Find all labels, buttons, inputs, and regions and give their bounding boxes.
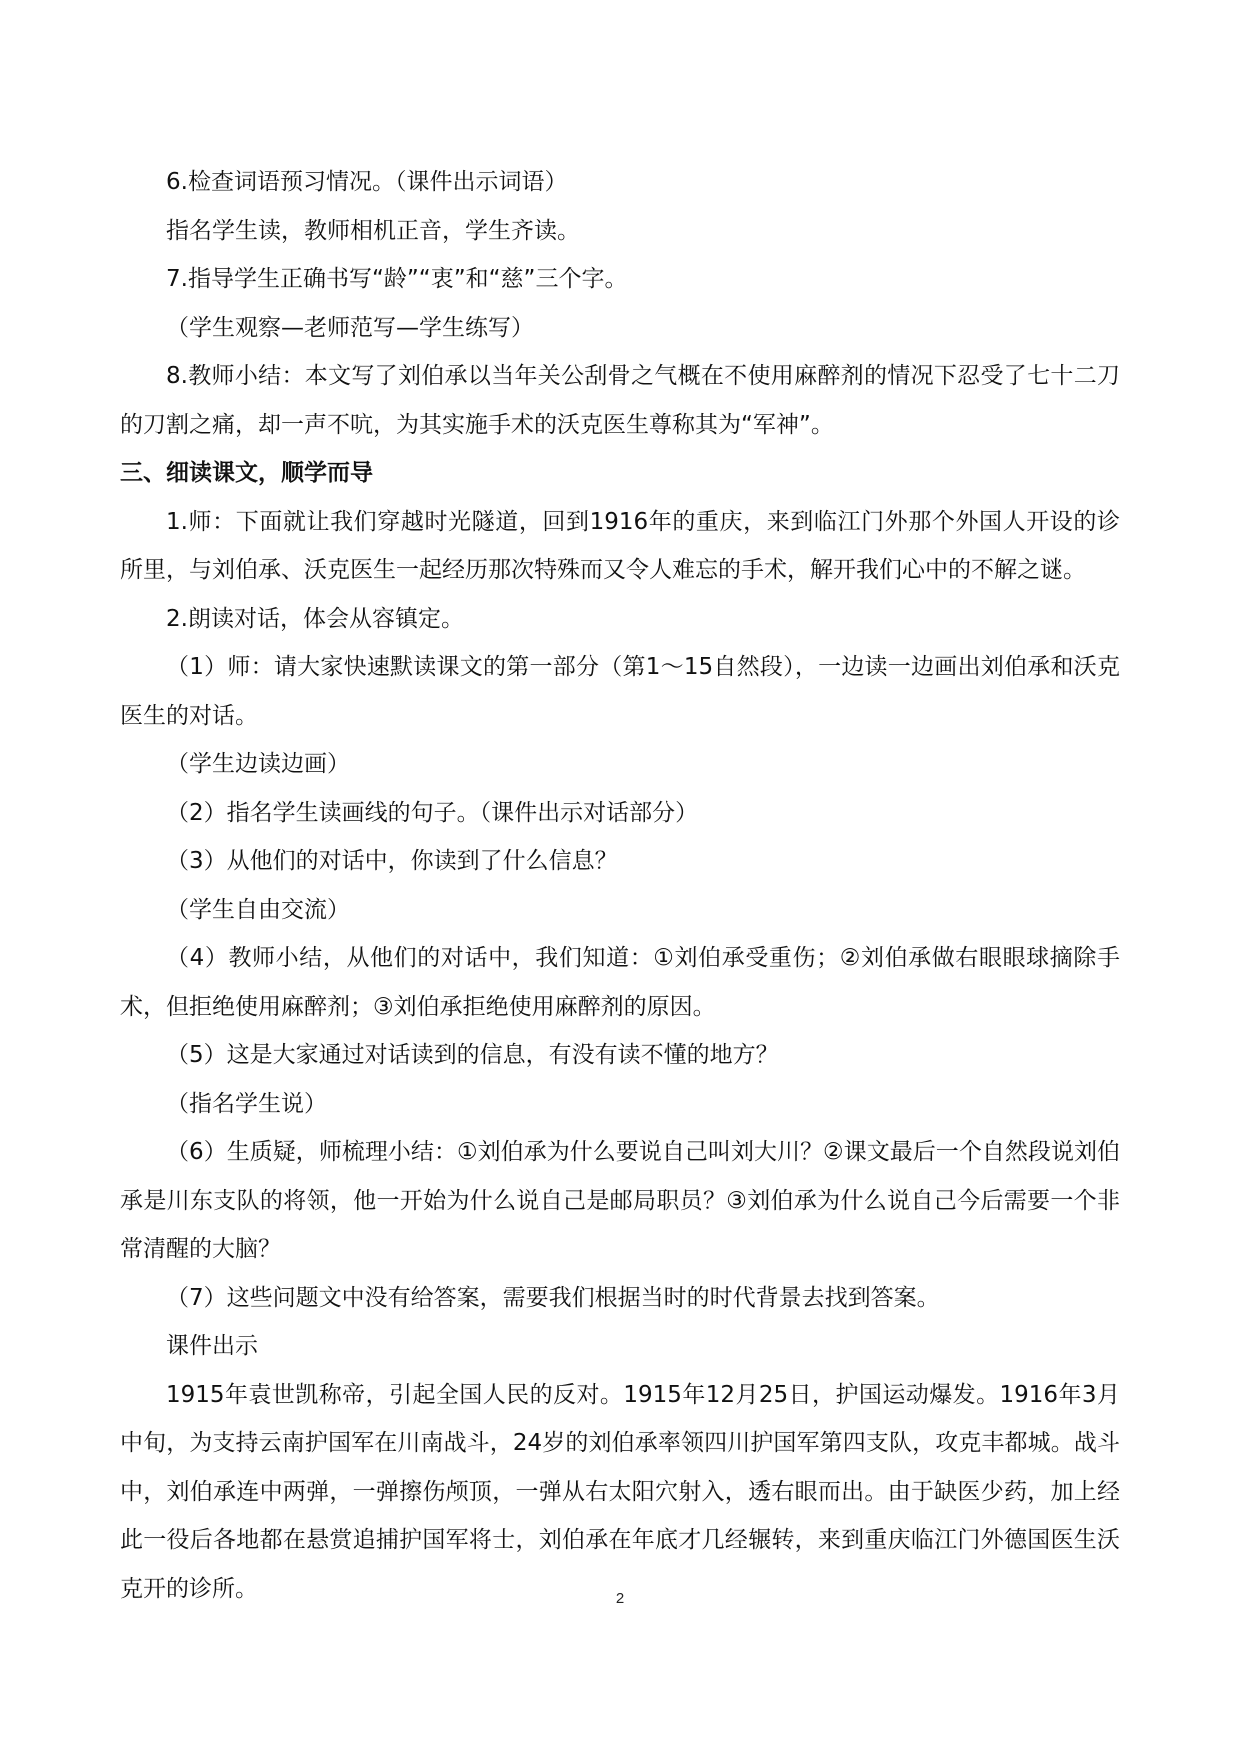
paragraph: 6.检查词语预习情况。（课件出示词语）: [166, 169, 568, 195]
paragraph: （5）这是大家通过对话读到的信息，有没有读不懂的地方？: [166, 1042, 779, 1068]
paragraph: （6）生质疑，师梳理小结：①刘伯承为什么要说自己叫刘大川？②课文最后一个自然段说刘伯承是川东支队的将领，他一开始为什么说自己是邮局职员？③刘伯承为什么说自己今后需要一个非常清醒的大脑？: [120, 1139, 1120, 1262]
paragraph: （指名学生说）: [166, 1090, 327, 1117]
paragraph: （1）师：请大家快速默读课文的第一部分（第1～15自然段），一边读一边画出刘伯承和沃克医生的对话。: [120, 654, 1120, 729]
paragraph: 7.指导学生正确书写“龄”“衷”和“慈”三个字。: [166, 266, 628, 292]
page-number: 2: [615, 1590, 625, 1607]
paragraph: 8.教师小结：本文写了刘伯承以当年关公刮骨之气概在不使用麻醉剂的情况下忍受了七十二刀的刀割之痛，却一声不吭，为其实施手术的沃克医生尊称其为“军神”。: [120, 363, 1120, 438]
paragraph: 2.朗读对话，体会从容镇定。: [166, 605, 464, 632]
paragraph: （学生观察—老师范写—学生练写）: [166, 314, 534, 341]
paragraph: （2）指名学生读画线的句子。（课件出示对话部分）: [166, 799, 699, 826]
paragraph: （学生边读边画）: [166, 751, 350, 777]
paragraph: 1.师：下面就让我们穿越时光隧道，回到1916年的重庆，来到临江门外那个外国人开设的诊所里，与刘伯承、沃克医生一起经历那次特殊而又令人难忘的手术，解开我们心中的不解之谜。: [120, 508, 1120, 583]
paragraph: 1915年袁世凯称帝，引起全国人民的反对。1915年12月25日，护国运动爆发。1916年3月中旬，为支持云南护国军在川南战斗，24岁的刘伯承率领四川护国军第四支队，攻克丰都城。战斗中，刘伯承连中两弹，一弹擦伤颅顶，一弹从右太阳穴射入，透右眼而出。由于缺医少药，加上经此一役后各地都在悬赏追捕护国军将士，刘伯承在年底才几经辗转，来到重庆临江门外德国医生沃克开的诊所。: [120, 1381, 1120, 1602]
paragraph: （7）这些问题文中没有给答案，需要我们根据当时的时代背景去找到答案。: [166, 1284, 940, 1311]
paragraph: 课件出示: [166, 1333, 258, 1359]
paragraph: （学生自由交流）: [166, 896, 350, 923]
paragraph: 指名学生读，教师相机正音，学生齐读。: [166, 217, 580, 244]
section-heading: 三、细读课文，顺学而导: [120, 460, 373, 486]
paragraph: （3）从他们的对话中，你读到了什么信息？: [166, 848, 618, 874]
paragraph: （4）教师小结，从他们的对话中，我们知道：①刘伯承受重伤；②刘伯承做右眼眼球摘除手术，但拒绝使用麻醉剂；③刘伯承拒绝使用麻醉剂的原因。: [120, 945, 1120, 1020]
document-body: [120, 158, 1120, 1613]
